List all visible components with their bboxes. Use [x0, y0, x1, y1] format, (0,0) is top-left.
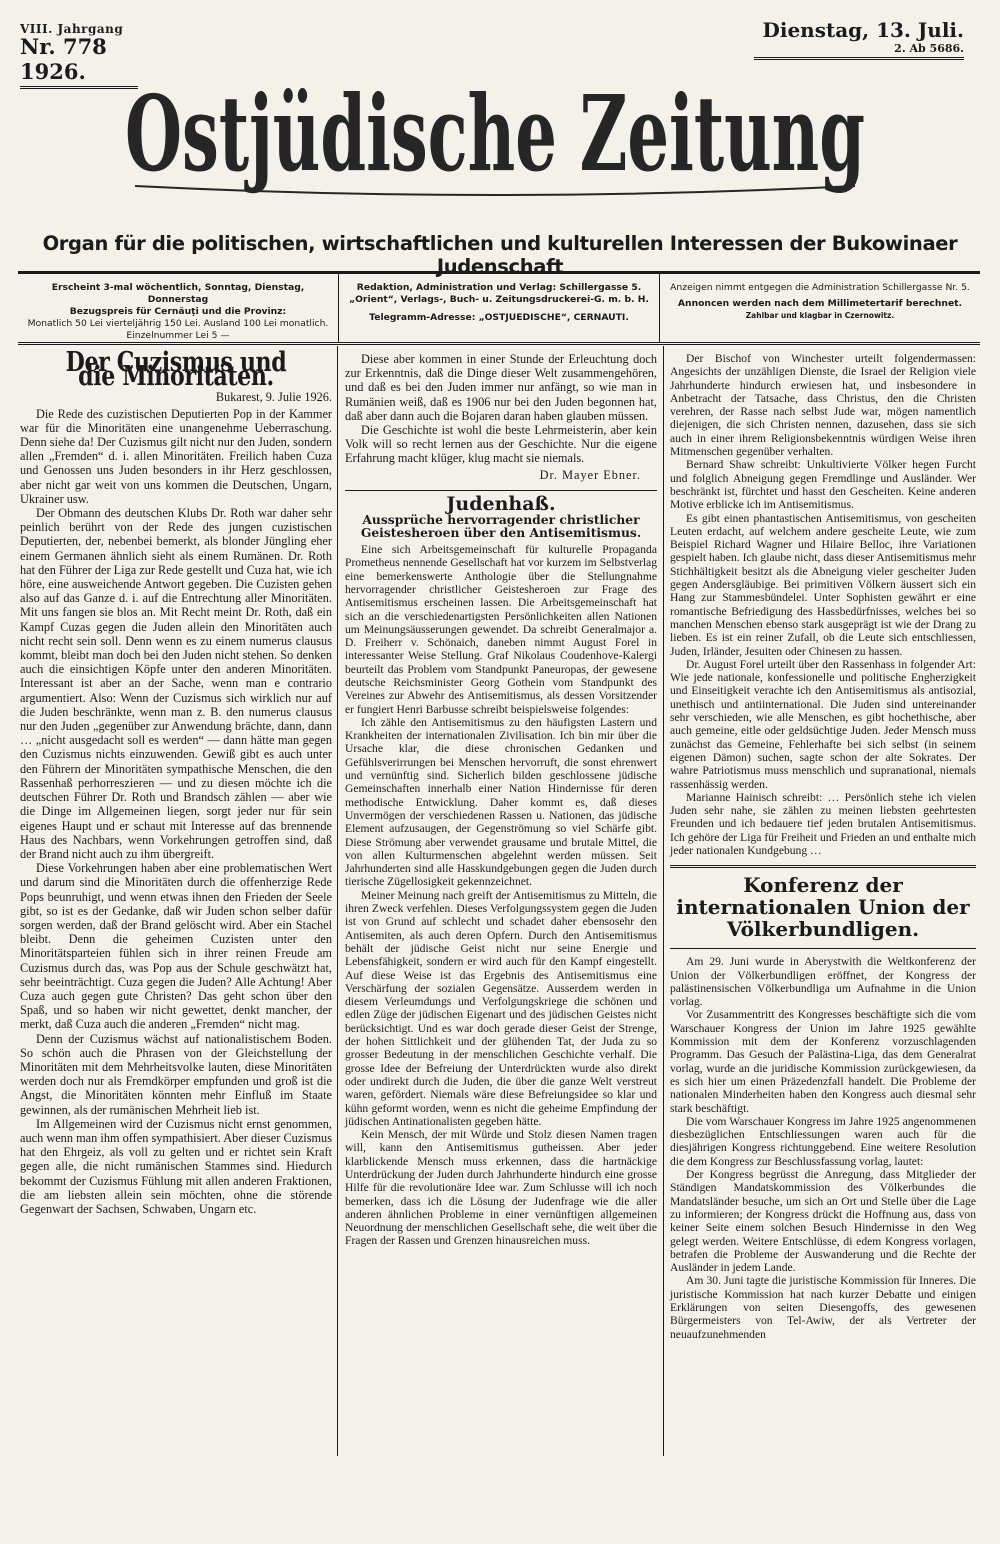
paragraph: Bernard Shaw schreibt: Unkultivierte Völker hegen Furcht und folglich Abneigung gegen Fremdlinge und Ausländer. Wer beschränkt ist, fürchtet und hasst den Gescheiten. Keine anderen Motive erblicke ich im Antisemitismus. [670, 458, 976, 512]
printer-name: „Orient“, Verlags-, Buch- u. Zeitungsdruckerei-G. m. b. H. [349, 294, 649, 305]
paragraph: Diese Vorkehrungen haben aber eine problematischen Wert und darum sind die Minoritäten durch die offenherzige Rede Pops beunruhigt, und wenn etwas ihnen den Frieden der Seele gibt, so ist es der Gedanke, daß wir Juden schon selber dafür sorgen werden, daß der Brand gelöscht wird. Aber ein Stachel bleibt. Denn die geheimen Cuzisten unter den Minoritätsparteien fühlen sich in ihrer reinen Freude am Cuzismus durch das, was Pop aus der Schule geschwätzt hat, sehr beeinträchtigt. Cuza gegen die Juden? Alle Achtung! Aber Cuza auch gegen gute Christen? Das geht schon über den Spaß, und so haben wir nicht gewettet, denkt mancher, der merkt, daß Cuza auch die anderen „Fremden“ nicht mag. [20, 861, 332, 1032]
paragraph: Der Kongress begrüsst die Anregung, dass Mitglieder der Ständigen Mandatskommission des Völkerbundes die Mandatsländer besuche, um sich an Ort und Stelle über die Lage zu informieren; der Kongress drückt die Hoffnung aus, dass von keiner Seite einem solchen Besuch Hindernisse in den Weg gelegt werden. Weitere Entschlüsse, di edem Kongress vorlagen, betrafen die Probleme der Auswanderung und die Rechte der Ausländer in jedem Lande. [670, 1168, 976, 1275]
column-rule [663, 346, 664, 1456]
price-details: Monatlich 50 Lei vierteljährig 150 Lei. Ausland 100 Lei monatlich. [27, 318, 329, 329]
volume-label: VIII. Jahrgang [20, 22, 124, 36]
ads-tariff: Annoncen werden nach dem Millimetertarif berechnet. [677, 298, 963, 309]
article-title: Konferenz der internationalen Union der Völkerbundligen. [676, 873, 970, 942]
issue-date: Dienstag, 13. Juli. [762, 18, 964, 42]
paragraph: Die Rede des cuzistischen Deputierten Pop in der Kammer war für die Minoritäten eine unangenehme Ueberraschung. Denn siehe da! Der Cuzismus gilt nicht nur den Juden, sondern allen „Fremden“ d. i. allen Minoritäten. Freilich haben Cuza und Genossen uns Juden besonders in ihr Herz geschlossen, aber nicht gar weit von uns kommen die Deutschen, Ungarn, Ukrainer usw. [20, 406, 332, 506]
info-bar [18, 271, 980, 345]
quote-paragraph: Meiner Meinung nach greift der Antisemitismus zu Mitteln, die ihren Zweck verfehlen. Dieses Verfolgungssystem gegen die Juden ist von Grund auf schlecht und schadet daher ebensosehr den Antisemiten, als auch deren Opfern. Durch den Antisemitismus behält der jüdische Geist nicht nur seine Energie und Lebensfähigkeit, sondern er wird auch für den Kampf eingestellt. Auf diese Weise ist das Ergebnis des Antisemitismus eine Verschärfung der sozialen Gegensätze. Ausserdem werden in diesem Verleumdungs und Verfolgungskriege die schönen und edlen Züge der jüdischen Eigenart und des jüdischen Geistes nicht berücksichtigt. Und es war doch gerade dieser Geist der Strenge, der hohen Sittlichkeit und der glühenden Tat, der Juda zu so grosser Bedeutung in der menschlichen Geschichte verhalf. Die grosse Idee der Befreiung der Unterdrückten wurde also direkt oder undirekt durch die Juden, die über die ganze Welt verstreut waren, gefördert. Niemals wäre diese Befreiungsidee so klar und kühn geformt worden, wenn es nicht die geheime Empfindung der jüdischen Antinationalisten gegeben hätte. [345, 888, 657, 1128]
publication-schedule: Erscheint 3-mal wöchentlich, Sonntag, Dienstag, Donnerstag [51, 282, 305, 305]
article-subtitle: Aussprüche hervorragender christlicher Geistesheroen über den Antisemitismus. [360, 512, 642, 541]
divider [345, 490, 657, 491]
quote-paragraph: Kein Mensch, der mit Würde und Stolz diesen Namen tragen will, kann den Antisemitismus gutheissen. Aber jeder klarblickende Mensch muss erkennen, dass die hartnäckige Unterdrückung der Juden durch Jahrhunderte hindurch eine grosse Hilfe für die revolutionäre Idee war. Zum Schlusse will ich noch bemerken, dass ich die Lösung der Judenfrage wie die aller anderen ähnlichen Probleme in einer vernünftigen allgemeinen Neuordnung der menschlichen Gesellschaft sehe, die weit über die Fragen der Rassen und Grenzen hinausreichen muss. [345, 1128, 657, 1248]
paragraph: Denn der Cuzismus wächst auf nationalistischem Boden. So schön auch die Phrasen von der Gleichstellung der Minoritäten mit dem Mehrheitsvolke lauten, diese Minoritäten werden doch nur als Fremdkörper empfunden und groß ist die Angst, die Minoritäten könnten mehr Einfluß im Staate gewinnen, als der rumänischen Mehrheit lieb ist. [20, 1031, 332, 1117]
paragraph: Diese aber kommen in einer Stunde der Erleuchtung doch zur Erkenntnis, daß die Dinge dieser Welt zusammengehören, und daß es bei den Juden immer nur anfängt, so wie man in Rumänien weiß, daß es 1906 nur bei den Juden begonnen hat, daß aber dann auch die Bojaren daran haben glauben müssen. [345, 352, 657, 423]
price-heading: Bezugspreis für Cernăuţi und die Provinz: [69, 306, 287, 317]
column-rule [337, 346, 338, 1456]
hebrew-date: 2. Ab 5686. [754, 42, 964, 60]
quote-paragraph: Ich zähle den Antisemitismus zu den häufigsten Lastern und Krankheiten der internationalen Zivilisation. Ich bin mir über die Ursache klar, die diese chronischen Gedanken und Gefühlsverirrungen bei Menschen hervorruft, die sonst ehrenwert und vernünftig sind. Sicherlich bilden geschlossene jüdische Gemeinschaften innerhalb einer Nation Hindernisse für deren methodische Entwicklung. Daher kommt es, daß dieses Unvermögen der verschiedenen Rassen u. Nationen, das jüdische Element aufzusaugen, der Gegenströmung so viel Schärfe gibt. Diese Strömung aber verwendet grausame und brutale Mittel, die von allen Kulturmenschen abgelehnt werden müssen. Seit Jahrhunderten sind alle Hasskundgebungen gegen die Juden durch tierische Zügellosigkeit gekennzeichnet. [345, 715, 657, 889]
ads-address: Anzeigen nimmt entgegen die Administration Schillergasse Nr. 5. [670, 282, 970, 293]
masthead-title: Ostjüdische Zeitung [125, 72, 865, 195]
divider [670, 948, 976, 949]
issue-number: Nr. 778 1926. [20, 34, 138, 89]
paragraph: Vor Zusammentritt des Kongresses beschäftigte sich die vom Warschauer Kongress der Union im Jahre 1925 gewählte Kommission mit dem der Konferenz vorzuschlagenden Programm. Das Gesuch der Palästina-Liga, das dem Generalrat vorlag, wurde an die juridische Kommission zurückgewiesen, da es sich hier um einen Präzedenzfall handelt. Die Probleme der nationalen Minderheiten haben den Kongress auch diesmal sehr stark beschäftigt. [670, 1008, 976, 1115]
article-signature: Dr. Mayer Ebner. [539, 467, 641, 482]
paragraph: Marianne Hainisch schreibt: … Persönlich stehe ich vielen Juden sehr nahe, sie zählen zu meinen liebsten geehrtesten Freunden und ich bedauere tief jeden brutalen Antisemitismus. Ich gehöre der Liga für Freiheit und Frieden an und enthalte mich jeder nationalen Kundgebung … [670, 790, 976, 857]
date-info [754, 18, 964, 60]
divider [670, 865, 976, 868]
advertising-info [659, 274, 980, 342]
article-title: Judenhaß. [446, 492, 556, 515]
column-3 [670, 352, 976, 1341]
ads-jurisdiction: Zahlbar und klagbar in Czernowitz. [745, 311, 895, 320]
paragraph: Am 29. Juni wurde in Aberystwith die Weltkonferenz der Union der Völkerbundligen eröffnet, der Kongress der palästinensischen Völkerbundliga um Aufnahme in die Union vorlag. [670, 955, 976, 1009]
newspaper-subtitle: Organ für die politischen, wirtschaftlichen und kulturellen Interessen der Bukowinaer Judenschaft [42, 232, 958, 278]
masthead-logo [115, 58, 875, 208]
column-1 [20, 347, 332, 1216]
paragraph: Der Bischof von Winchester urteilt folgendermassen: Angesichts der unzähligen Dienste, die Israel der Religion viele Jahrhunderte hindurch erwiesen hat, und insbesondere in Anbetracht der Tatsache, dass Christus, den die Christen verehren, der Rasse nach selbst Jude war, mögen namentlich diejenigen, die sich Christen nennen, dazusehen, dass sie sich auch in einer ihrem Religionsbekenntnis würdigen Weise ihren Mitmenschen gegenüber verhalten. [670, 352, 976, 459]
paragraph: Im Allgemeinen wird der Cuzismus nicht ernst genommen, auch wenn man ihm offen sympathisiert. Aber dieser Cuzismus hat den Ehrgeiz, als voll zu gelten und er richtet sein Kraft gegen alle, die nicht rumänischen Stammes sind. Hiedurch bekommt der Cuzismus Fühlung mit allen anderen Fraktionen, die am liebsten allein sein möchten, ohne die störende Gegenwart der Sachsen, Schwaben, Ungarn etc. [20, 1116, 332, 1216]
paragraph: Dr. August Forel urteilt über den Rassenhass in folgender Art: Wie jede nationale, konfessionelle und politische Engherzigkeit und Einseitigkeit verachte ich den Antisemitismus als antisozial, unethisch und antiinternational. Die Juden sind untereinander sehr verschieden, wie alle Menschen, es gibt hochethische, aber auch gemeine, eitle oder geldsüchtige Juden. Jeder Mensch muss zunächst das Gemeine, Fehlerhafte bei sich selbst (in seinem eigenen Dämon) suchen, sagte schon der alte Sokrates. Der wahre Patriotismus muss menschlich und supranational, niemals rassenhässig werden. [670, 657, 976, 791]
editorial-address: Redaktion, Administration und Verlag: Schillergasse 5. [356, 282, 642, 293]
article-title: Der Cuzismus und die Minoritäten. [65, 347, 287, 393]
single-issue-price: Einzelnummer Lei 5 — [126, 330, 230, 341]
telegram-address: Telegramm-Adresse: „OSTJUEDISCHE“, CERNAUTI. [369, 312, 629, 323]
editorial-info [338, 274, 659, 342]
paragraph: Eine sich Arbeitsgemeinschaft für kulturelle Propaganda Prometheus nennende Gesellschaft hat vor kurzem im Selbstverlag eine bemerkenswerte Anthologie über die Stellungnahme hervorragender christlicher Geistesheroen zur Frage des Antisemitismus erscheinen lassen. Die Arbeitsgemeinschaft hat sich an die verschiedenartigsten Persönlichkeiten allen Nationen um Meinungsäusserungen gewendet. Da schreibt Generalmajor a. D. Freiherr v. Schönaich, daneben nimmt August Forel in interessanter Weise Stellung. Graf Nikolaus Coudenhove-Kalergi beurteilt das Problem vom Standpunkt Paneuropas, der gewesene deutsche Reichsminister Georg Gothein vom Standpunkt des Vereines zur Abwehr des Antisemitismus, als dessen Vorsitzender er fungiert Henri Barbusse schreibt beispielsweise folgendes: [345, 543, 657, 716]
paragraph: Die Geschichte ist wohl die beste Lehrmeisterin, aber kein Volk will so recht lernen aus der Geschichte. Nur die eigene Erfahrung macht klüger, klug macht sie niemals. [345, 423, 657, 466]
paragraph: Die vom Warschauer Kongress im Jahre 1925 angenommenen diesbezüglichen Entschliessungen waren auch für die diesjährigen Kongress richtunggebend. Eine weitere Resolution die dem Kongress zur Beschlussfassung vorlag, lautet: [670, 1114, 976, 1168]
paragraph: Der Obmann des deutschen Klubs Dr. Roth war daher sehr peinlich berührt von der Rede des jungen cuzistischen Deputierten, der, nebenbei bemerkt, als blonder Jüngling eher einem Germanen ähnlich sieht als einem Rumänen. Dr. Roth hat den Führer der Liga zur Rede gestellt und Cuza hat, wie ich höre, eine ausweichende Antwort gegeben. Die Cuzisten gehen also auf das Ganze d. i. auf die Entrechtung aller Minoritäten. Mit uns fangen sie blos an. Mit Recht meint Dr. Roth, daß ein Kampf Cuzas gegen die Juden allein den Minoritäten auch nicht recht sein soll. Denn wenn es zu einem numerus clausus kommt, bleibt man doch bei den Juden nicht stehen. So denken auch die einsichtigen Köpfe unter den anderen Minoritäten. Interessant ist aber an der Sache, wenn man e contrario argumentiert. Also: Wenn der Cuzismus sich wirklich nur auf die Juden beschränkte, wenn man z. B. den numerus clausus nur den Juden „gegenüber zur Anwendung brächte, dann, dann … „nicht ausgedacht soll es werden“ — dann hätte man gegen den Cuzismus nichts einzuwenden. Gewiß gibt es auch unter den Führern der Minoritäten sympathische Menschen, die den Rassenhaß perhorreszieren — und zu diesen möchte ich die deutschen Führer Dr. Roth und Brandsch zählen — aber wie die Dinge im Allgemeinen liegen, sorgt jeder nur für sein eigenes Haupt und er schaut mit Interesse auf das brennende Haus des Nachbars, wenn Vorkehrungen getroffen sind, daß der Brand nicht auch zu ihm übergreift. [20, 506, 332, 861]
paragraph: Es gibt einen phantastischen Antisemitismus, von gescheiten Leuten erdacht, auf welchem andere gescheite Leute, wie zum Beispiel Richard Wagner und Hilaire Belloc, ihre Variationen gespielt haben. Ich glaube nicht, dass dieser Antisemitismus mehr Stichhältigkeit besitzt als die Abneigung vieler gescheiter Juden gegen Andersgläubige. Bei primitiven Völkern äussert sich ein Hang zur Stammesbündelei. Unter Sophisten gewährt er eine romantische Befriedigung des Hassbedürfnisses, welches bei so manchen Menschen ebenso stark ausgeprägt ist wie der Drang zu lieben. Es ist ein reiner Zufall, ob die Leute sich entschliessen, Juden, Irländer, Jesuiten oder Chinesen zu hassen. [670, 511, 976, 658]
article-dateline: Bukarest, 9. Julie 1926. [215, 390, 332, 405]
paragraph: Am 30. Juni tagte die juristische Kommission für Inneres. Die juristische Kommission hat nach kurzer Debatte und einigen Erklärungen von seiten Diesengoffs, des gewesenen Bürgermeisters von Tel-Awiw, der als Vertreter der neuaufzunehmenden [670, 1274, 976, 1341]
subscription-info [18, 274, 338, 342]
column-2 [345, 352, 657, 1248]
